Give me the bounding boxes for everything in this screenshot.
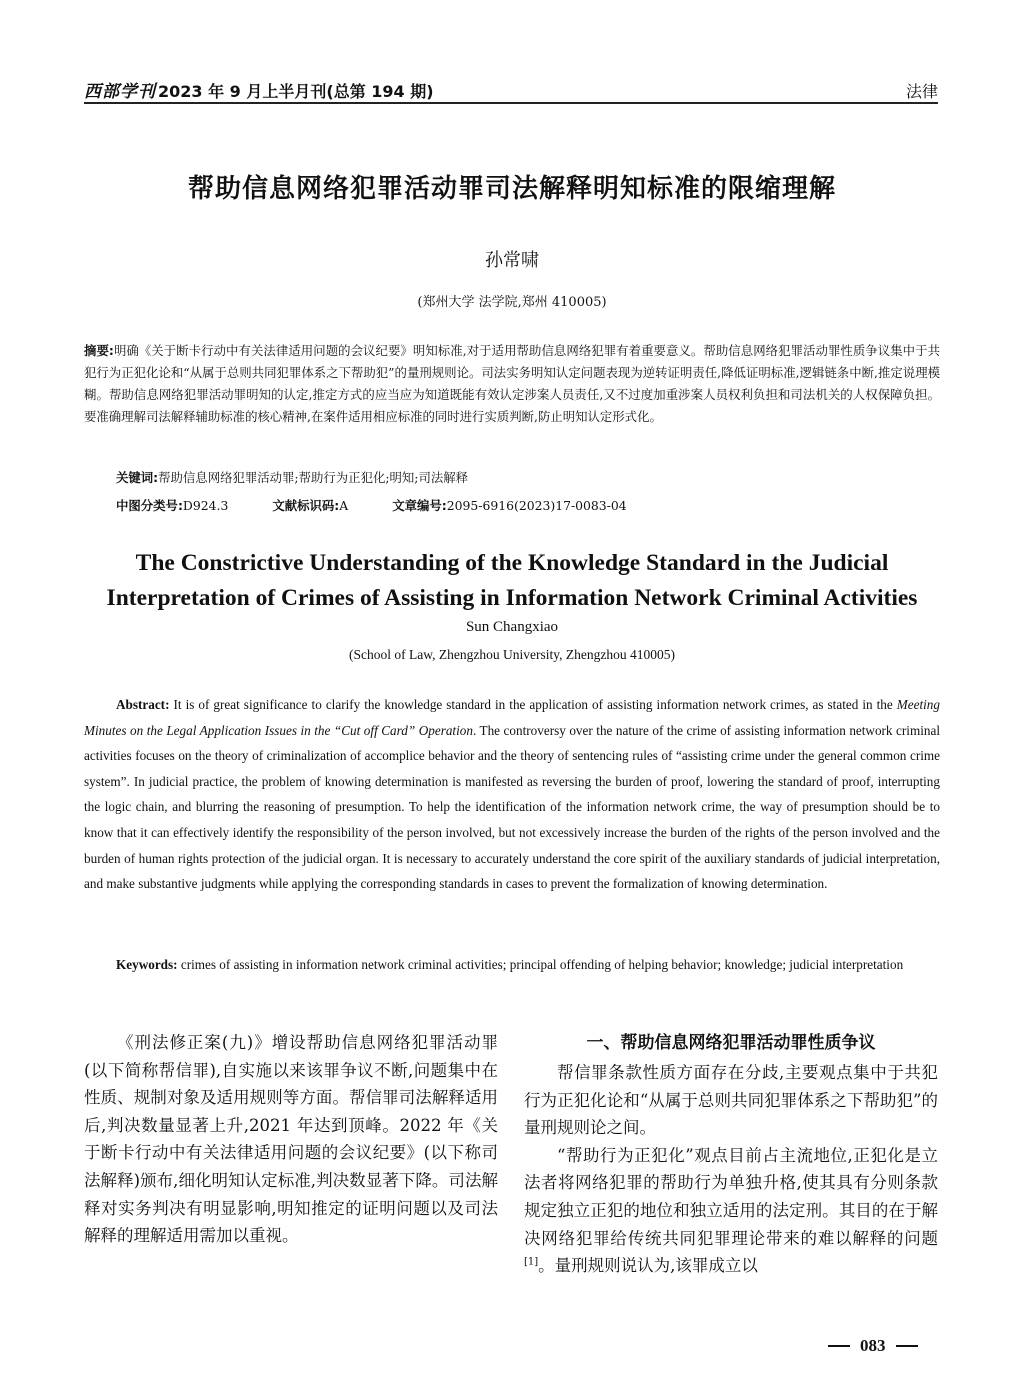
english-author: Sun Changxiao bbox=[465, 619, 559, 635]
page-number-dash-right bbox=[896, 1345, 918, 1347]
section-1-paragraph-1: 帮信罪条款性质方面存在分歧,主要观点集中于共犯行为正犯化论和“从属于总则共同犯罪体系之下帮助犯”的量刑规则论之间。 bbox=[524, 1063, 938, 1138]
section-1-paragraph-2 bbox=[524, 1142, 938, 1280]
chinese-abstract bbox=[84, 340, 940, 428]
section-label: 法律 bbox=[905, 82, 938, 101]
document-code-label: 文献标识码: bbox=[272, 498, 340, 513]
running-header bbox=[84, 70, 938, 104]
english-abstract-part-2: . The controversy over the nature of the crime of assisting information network criminal activities focuses on the theory of criminalization of accomplice behavior and the theory of sentencing rules of “assisting crime under the general common crime system”. In judicial practice, the problem of knowing determination is manifested as reversing the burden of proof, lowering the standard of proof, interrupting the logic chain, and blurring the reasoning of presumption. To help the identification of the information network crime, the way of presumption should be to know that it can effectively identify the responsibility of the person involved, but not excessively increase the burden of the rights of the person involved and the burden of human rights protection of the judicial organ. It is necessary to accurately understand the core spirit of the auxiliary standards of judicial interpretation, and make substantive judgments while applying the corresponding standards in cases to prevent the formalization of knowing determination. bbox=[84, 722, 940, 892]
english-keywords bbox=[84, 952, 940, 978]
english-abstract-label: Abstract: bbox=[116, 697, 170, 712]
chinese-affiliation: (郑州大学 法学院,郑州 410005) bbox=[417, 295, 607, 310]
clc-value: D924.3 bbox=[182, 498, 229, 513]
section-1-paragraph-2-text: “帮助行为正犯化”观点目前占主流地位,正犯化是立法者将网络犯罪的帮助行为单独升格,使其具有分则条款规定独立正犯的地位和独立适用的法定刑。其目的在于解决网络犯罪给传统共同犯罪理论带来的难以解释的问题 bbox=[524, 1145, 938, 1248]
body-column-left bbox=[84, 1029, 498, 1250]
clc-label: 中图分类号: bbox=[116, 498, 183, 513]
chinese-keywords bbox=[116, 468, 936, 486]
chinese-abstract-text: 明确《关于断卡行动中有关法律适用问题的会议纪要》明知标准,对于适用帮助信息网络犯罪有着重要意义。帮助信息网络犯罪活动罪性质争议集中于共犯行为正犯化论和“从属于总则共同犯罪体系之下帮助犯”的量刑规则论。司法实务明知认定问题表现为逆转证明责任,降低证明标准,逻辑链条中断,推定说理模糊。帮助信息网络犯罪活动罪明知的认定,推定方式的应当应为知道既能有效认定涉案人员责任,又不过度加重涉案人员权利负担和司法机关的人权保障负担。要准确理解司法解释辅助标准的核心精神,在案件适用相应标准的同时进行实质判断,防止明知认定形式化。 bbox=[84, 343, 940, 424]
english-abstract bbox=[84, 692, 940, 897]
english-title bbox=[40, 546, 984, 616]
intro-paragraph: 《刑法修正案(九)》增设帮助信息网络犯罪活动罪(以下简称帮信罪),自实施以来该罪争议不断,问题集中在性质、规制对象及适用规则等方面。帮信罪司法解释适用后,判决数量显著上升,2021 年达到顶峰。2022 年《关于断卡行动中有关法律适用问题的会议纪要》(以下称司法解释)颁布,细化明知认定标准,判决数显著下降。司法解释对实务判决有明显影响,明知推定的证明问题以及司法解释的理解适用需加以重视。 bbox=[84, 1033, 498, 1246]
article-number-label: 文章编号: bbox=[392, 498, 447, 513]
clc-number bbox=[116, 496, 228, 514]
page-number-dash-left bbox=[828, 1345, 850, 1347]
chinese-abstract-label: 摘要: bbox=[84, 343, 114, 358]
chinese-author: 孙常啸 bbox=[485, 250, 539, 271]
chinese-keywords-label: 关键词: bbox=[116, 470, 159, 485]
chinese-keywords-text: 帮助信息网络犯罪活动罪;帮助行为正犯化;明知;司法解释 bbox=[158, 470, 469, 485]
body-column-right bbox=[524, 1029, 938, 1280]
chinese-title: 帮助信息网络犯罪活动罪司法解释明知标准的限缩理解 bbox=[187, 174, 836, 204]
section-1-paragraph-2-tail: 。量刑规则说认为,该罪成立以 bbox=[538, 1256, 758, 1276]
journal-logo: 西部学刊 bbox=[84, 82, 156, 102]
article-number bbox=[392, 496, 626, 514]
english-abstract-part-1: It is of great significance to clarify the knowledge standard in the application of assisting information network crimes, as stated in the bbox=[169, 697, 897, 712]
english-keywords-label: Keywords: bbox=[116, 957, 178, 972]
section-heading-1: 一、帮助信息网络犯罪活动罪性质争议 bbox=[586, 1033, 876, 1053]
english-title-line-1: The Constrictive Understanding of the Knowledge Standard in the Judicial bbox=[135, 550, 889, 576]
page-number bbox=[828, 1336, 918, 1356]
document-code bbox=[272, 496, 348, 514]
issue-info: 2023 年 9 月上半月刊(总第 194 期) bbox=[158, 82, 434, 101]
english-affiliation: (School of Law, Zhengzhou University, Zhengzhou 410005) bbox=[349, 647, 675, 662]
english-keywords-text: crimes of assisting in information network criminal activities; principal offending of helping behavior; knowledge; judicial interpretation bbox=[177, 957, 904, 972]
header-left bbox=[84, 77, 434, 102]
page-number-value: 083 bbox=[860, 1336, 886, 1355]
citation-reference: [1] bbox=[524, 1256, 539, 1268]
classification-row bbox=[116, 496, 936, 514]
english-abstract-document-title: Meeting Minutes on the Legal Application Issues in the “Cut off Card” Operation bbox=[84, 697, 940, 738]
english-title-line-2: Interpretation of Crimes of Assisting in Information Network Criminal Activities bbox=[106, 585, 918, 611]
document-code-value: A bbox=[339, 498, 349, 513]
article-number-value: 2095-6916(2023)17-0083-04 bbox=[446, 498, 627, 513]
